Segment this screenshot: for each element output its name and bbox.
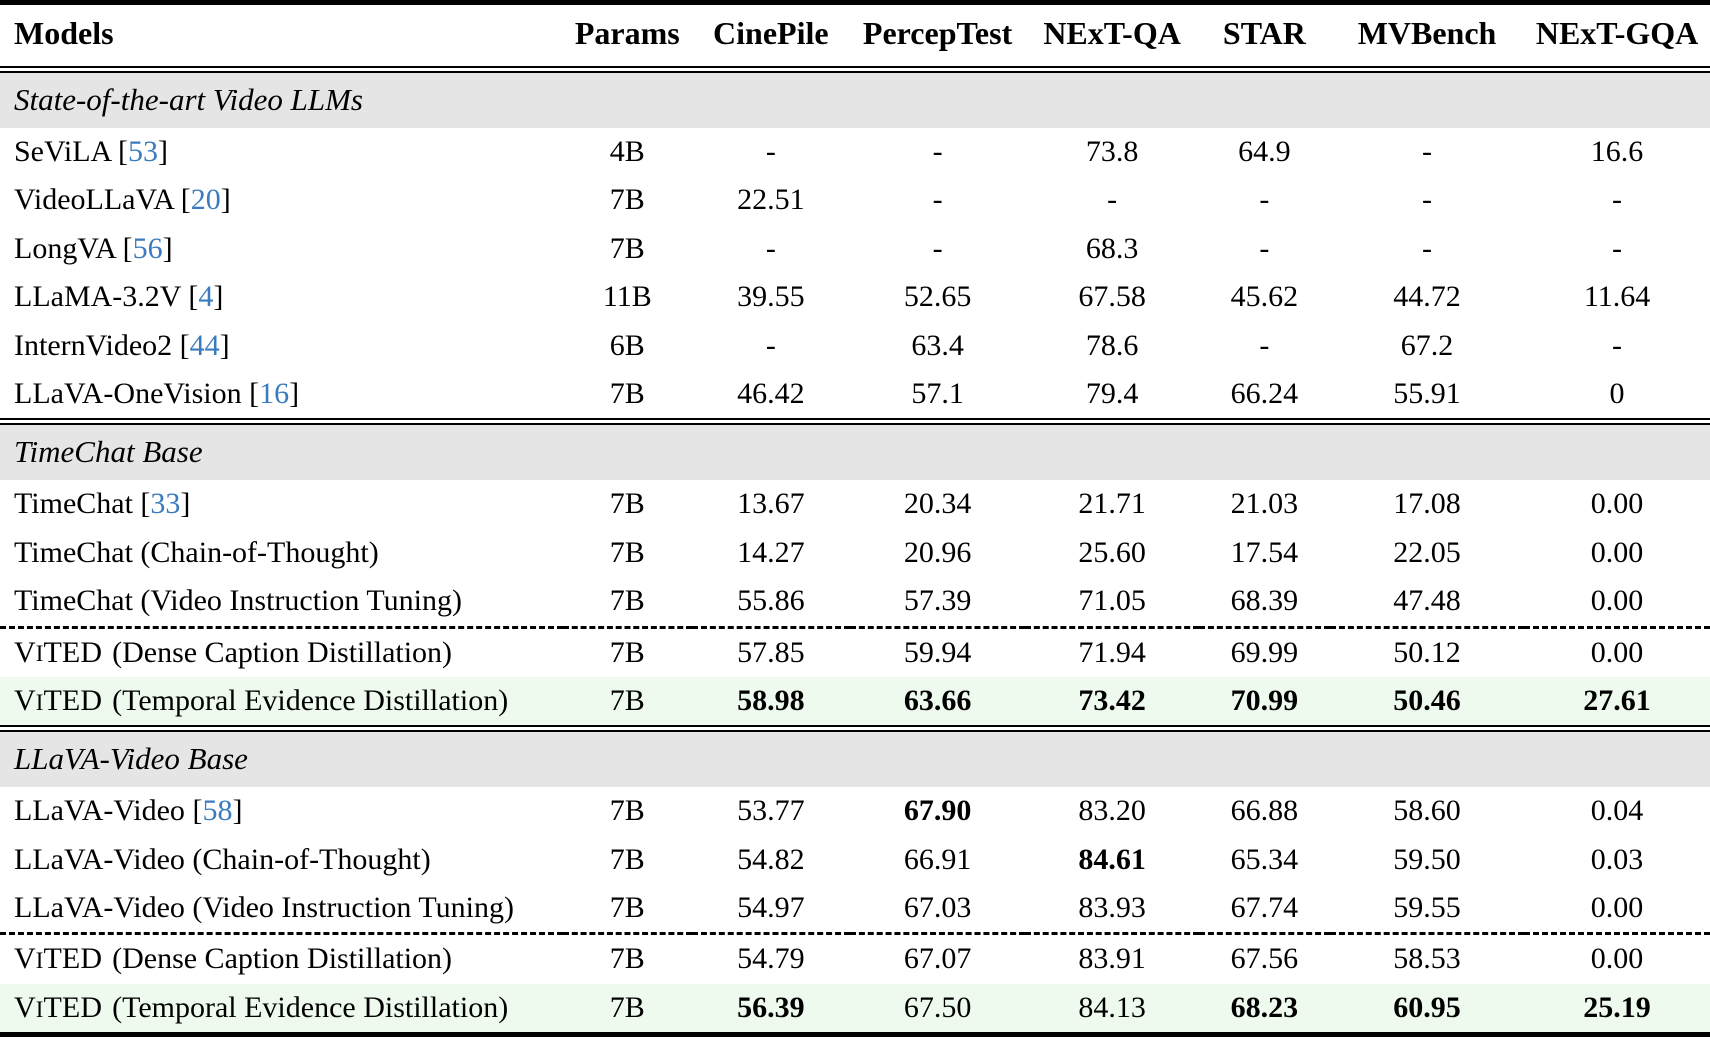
- cell-model: LLaVA-OneVision [16]: [14, 376, 300, 410]
- cell-mvbench: 59.50: [1393, 842, 1461, 876]
- model-name: InternVideo2: [14, 328, 173, 362]
- cell-star: 67.74: [1230, 891, 1299, 925]
- cell-star: 70.99: [1199, 677, 1330, 726]
- model-name: LLaVA-Video (Video Instruction Tuning): [14, 891, 514, 925]
- cell-mvbench: 44.72: [1393, 280, 1461, 314]
- table-row: [0, 370, 1710, 419]
- cell-cinepile: 56.39: [692, 984, 850, 1035]
- model-name-variant: (Dense Caption Distillation): [112, 942, 453, 976]
- cell-params: 7B: [609, 891, 645, 925]
- cell-star: -: [1259, 231, 1270, 265]
- cell-cinepile: 55.86: [737, 584, 805, 618]
- column-header-cinepile: CinePile: [713, 15, 829, 51]
- cell-perceptest: -: [932, 231, 943, 265]
- cell-params: 7B: [609, 183, 645, 217]
- cell-cinepile: 54.97: [737, 891, 805, 925]
- table-row: [0, 984, 1710, 1035]
- cell-cinepile: 39.55: [737, 280, 805, 314]
- cell-params: 7B: [609, 584, 645, 618]
- table-row: [0, 225, 1710, 273]
- column-header-next-qa: NExT-QA: [1043, 15, 1181, 51]
- model-name-variant: (Dense Caption Distillation): [112, 635, 453, 669]
- citation-link[interactable]: 4: [198, 280, 214, 314]
- cell-nextqa: 73.8: [1085, 135, 1139, 168]
- model-name: TimeChat (Chain-of-Thought): [14, 535, 379, 569]
- model-name: TimeChat: [14, 487, 133, 521]
- cell-nextgqa: 0.03: [1590, 842, 1644, 876]
- cell-mvbench: -: [1422, 135, 1433, 168]
- cell-model: LLaMA-3.2V [4]: [14, 280, 224, 314]
- cell-nextqa: 71.05: [1078, 584, 1146, 618]
- cell-params: 11B: [602, 280, 652, 314]
- cell-model: [0, 629, 563, 677]
- cell-nextgqa: -: [1612, 231, 1623, 265]
- cell-nextqa: 71.94: [1078, 635, 1146, 669]
- cell-perceptest: 57.39: [903, 584, 972, 618]
- cell-cinepile: 53.77: [737, 794, 805, 828]
- citation-link[interactable]: 56: [132, 231, 163, 265]
- model-name-variant: (Temporal Evidence Distillation): [112, 990, 509, 1024]
- cell-params: 7B: [609, 635, 645, 669]
- cell-nextgqa: 0.00: [1590, 942, 1644, 976]
- cell-star: -: [1259, 328, 1270, 362]
- cell-nextqa: 68.3: [1085, 231, 1139, 265]
- cell-model: LLaVA-Video [58]: [14, 794, 243, 828]
- section-title: LLaVA-Video Base: [0, 731, 1710, 787]
- cell-cinepile: 57.85: [737, 635, 805, 669]
- cell-nextqa: 67.58: [1078, 280, 1146, 314]
- model-name-vited: VITED: [14, 990, 103, 1024]
- table-bottom-rule: [0, 1035, 1710, 1038]
- cell-nextgqa: 0.00: [1590, 535, 1644, 569]
- cell-nextqa: 78.6: [1085, 328, 1139, 362]
- cell-perceptest: 67.07: [903, 942, 972, 976]
- cell-model: [0, 836, 563, 884]
- cell-nextgqa: 11.64: [1583, 280, 1651, 314]
- cell-params: 7B: [563, 984, 692, 1035]
- cell-perceptest: -: [932, 135, 943, 168]
- cell-nextqa: 84.61: [1078, 842, 1146, 876]
- cell-nextqa: 83.20: [1078, 794, 1146, 828]
- cell-params: 7B: [563, 677, 692, 726]
- section-header-row: [0, 424, 1710, 480]
- cell-perceptest: 66.91: [903, 842, 972, 876]
- cell-star: 66.24: [1230, 376, 1299, 410]
- citation-link[interactable]: 20: [190, 183, 221, 217]
- model-name-vited: VITED: [14, 635, 103, 669]
- table-row: [0, 529, 1710, 577]
- cell-nextgqa: 0.00: [1590, 891, 1644, 925]
- cell-star: 45.62: [1230, 280, 1299, 314]
- cell-model: [0, 884, 563, 934]
- cell-star: 64.9: [1238, 135, 1291, 168]
- section-header-row: [0, 72, 1710, 128]
- table-row: [0, 884, 1710, 934]
- model-name: LLaVA-Video: [14, 794, 185, 828]
- column-header-mvbench: MVBench: [1357, 15, 1497, 51]
- column-header-next-gqa: NExT-GQA: [1535, 15, 1699, 51]
- cell-mvbench: 50.12: [1393, 635, 1461, 669]
- cell-nextqa: -: [1107, 183, 1118, 217]
- model-name-vited: VITED: [14, 683, 103, 717]
- table-row: [0, 176, 1710, 224]
- table-row: [0, 128, 1710, 176]
- cell-mvbench: 58.53: [1393, 942, 1461, 976]
- cell-perceptest: 57.1: [911, 376, 964, 410]
- cell-nextgqa: -: [1612, 183, 1623, 217]
- citation-link[interactable]: 16: [259, 376, 290, 410]
- cell-perceptest: 59.94: [903, 635, 972, 669]
- table-bottom-rule-cell: [0, 1035, 1710, 1038]
- cell-nextqa: 25.60: [1078, 535, 1146, 569]
- cell-mvbench: 55.91: [1393, 376, 1461, 410]
- table-header-row: [0, 5, 1710, 67]
- cell-nextgqa: 16.6: [1590, 135, 1644, 168]
- section-header-row: [0, 731, 1710, 787]
- cell-cinepile: 14.27: [737, 535, 805, 569]
- cell-cinepile: 54.79: [737, 942, 805, 976]
- section-title: TimeChat Base: [0, 424, 1710, 480]
- model-name: TimeChat (Video Instruction Tuning): [14, 584, 462, 618]
- model-name: LongVA: [14, 231, 116, 265]
- table-row: [0, 677, 1710, 726]
- cell-nextqa: 84.13: [1025, 984, 1198, 1035]
- cell-model: LongVA [56]: [14, 231, 173, 265]
- cell-mvbench: 59.55: [1393, 891, 1461, 925]
- cell-params: 4B: [609, 135, 645, 168]
- cell-perceptest: 20.34: [903, 487, 972, 521]
- section-title: State-of-the-art Video LLMs: [0, 72, 1710, 128]
- cell-cinepile: 46.42: [737, 376, 805, 410]
- cell-params: 7B: [609, 942, 645, 976]
- cell-cinepile: 13.67: [737, 487, 805, 521]
- table-row: [0, 629, 1710, 677]
- cell-star: 68.23: [1199, 984, 1330, 1035]
- model-name-vited: VITED: [14, 942, 103, 976]
- cell-star: 69.99: [1230, 635, 1299, 669]
- cell-star: 65.34: [1230, 842, 1299, 876]
- cell-model: VideoLLaVA [20]: [14, 183, 231, 217]
- column-header-star: STAR: [1222, 15, 1306, 51]
- cell-params: 7B: [609, 794, 645, 828]
- cell-mvbench: -: [1422, 231, 1433, 265]
- cell-star: 66.88: [1230, 794, 1299, 828]
- model-name: LLaVA-OneVision: [14, 376, 242, 410]
- model-name-variant: (Temporal Evidence Distillation): [112, 683, 509, 717]
- cell-model: TimeChat [33]: [14, 487, 191, 521]
- cell-nextqa: 83.91: [1078, 942, 1146, 976]
- cell-mvbench: 22.05: [1393, 535, 1461, 569]
- cell-nextgqa: -: [1612, 328, 1623, 362]
- cell-perceptest: 20.96: [903, 535, 972, 569]
- cell-params: 7B: [609, 535, 645, 569]
- cell-model: [0, 577, 563, 627]
- cell-cinepile: 58.98: [692, 677, 850, 726]
- cell-cinepile: -: [765, 135, 776, 168]
- cell-params: 7B: [609, 376, 645, 410]
- cell-nextqa: 73.42: [1025, 677, 1198, 726]
- cell-star: 21.03: [1230, 487, 1299, 521]
- cell-nextqa: 79.4: [1085, 376, 1139, 410]
- cell-nextgqa: 0.00: [1590, 487, 1644, 521]
- citation-link[interactable]: 44: [189, 328, 220, 362]
- cell-model: [0, 935, 563, 983]
- cell-perceptest: -: [932, 183, 943, 217]
- cell-mvbench: -: [1422, 183, 1433, 217]
- cell-perceptest: 67.50: [850, 984, 1026, 1035]
- table-row: [0, 273, 1710, 321]
- cell-params: 7B: [609, 487, 645, 521]
- column-header-models: Models: [14, 15, 114, 51]
- cell-nextgqa: 0: [1609, 376, 1625, 410]
- cell-star: 17.54: [1230, 535, 1299, 569]
- model-name: LLaVA-Video (Chain-of-Thought): [14, 842, 431, 876]
- cell-mvbench: 50.46: [1330, 677, 1524, 726]
- cell-star: -: [1259, 183, 1270, 217]
- cell-nextgqa: 27.61: [1524, 677, 1710, 726]
- citation-link[interactable]: 33: [150, 487, 181, 521]
- model-name: SeViLA: [14, 135, 111, 168]
- cell-mvbench: 17.08: [1393, 487, 1461, 521]
- cell-nextgqa: 25.19: [1524, 984, 1710, 1035]
- cell-cinepile: 54.82: [737, 842, 805, 876]
- cell-perceptest: 63.66: [850, 677, 1026, 726]
- cell-model: SeViLA [53]: [14, 135, 169, 168]
- table-row: [0, 836, 1710, 884]
- cell-nextgqa: 0.00: [1590, 635, 1644, 669]
- model-name: LLaMA-3.2V: [14, 280, 181, 314]
- table-row: [0, 935, 1710, 983]
- cell-model: [0, 677, 563, 726]
- citation-link[interactable]: 58: [202, 794, 233, 828]
- cell-nextgqa: 0.00: [1590, 584, 1644, 618]
- cell-mvbench: 67.2: [1400, 328, 1454, 362]
- table-row: [0, 480, 1710, 528]
- cell-nextgqa: 0.04: [1590, 794, 1644, 828]
- cell-perceptest: 63.4: [911, 328, 964, 362]
- cell-nextqa: 21.71: [1078, 487, 1146, 521]
- table-row: [0, 322, 1710, 370]
- cell-mvbench: 60.95: [1330, 984, 1524, 1035]
- column-header-params: Params: [574, 15, 680, 51]
- cell-mvbench: 58.60: [1393, 794, 1461, 828]
- cell-perceptest: 67.90: [903, 794, 972, 828]
- cell-model: InternVideo2 [44]: [14, 328, 230, 362]
- cell-nextqa: 83.93: [1078, 891, 1146, 925]
- cell-perceptest: 52.65: [903, 280, 972, 314]
- table-row: [0, 577, 1710, 627]
- cell-cinepile: -: [765, 328, 776, 362]
- cell-cinepile: 22.51: [737, 183, 805, 217]
- cell-perceptest: 67.03: [903, 891, 972, 925]
- column-header-perceptest: PercepTest: [862, 15, 1013, 51]
- model-name: VideoLLaVA: [14, 183, 174, 217]
- cell-params: 7B: [609, 842, 645, 876]
- cell-model: [0, 984, 563, 1035]
- cell-cinepile: -: [765, 231, 776, 265]
- cell-mvbench: 47.48: [1393, 584, 1461, 618]
- citation-link[interactable]: 53: [128, 135, 159, 168]
- cell-star: 68.39: [1230, 584, 1299, 618]
- cell-params: 6B: [609, 328, 645, 362]
- cell-params: 7B: [609, 231, 645, 265]
- table-row: [0, 787, 1710, 835]
- cell-model: [0, 529, 563, 577]
- cell-star: 67.56: [1230, 942, 1299, 976]
